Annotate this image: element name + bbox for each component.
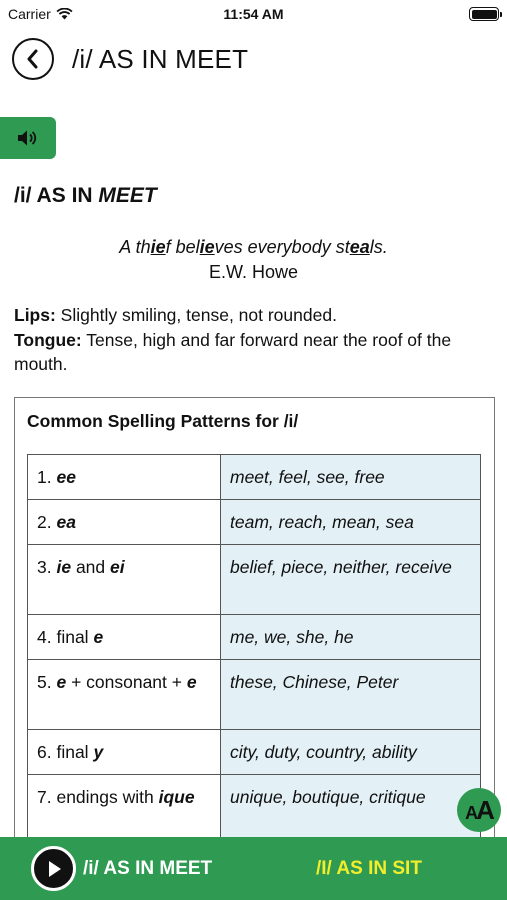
lips-label: Lips:	[14, 305, 56, 325]
font-size-icon-large: A	[476, 794, 493, 825]
page-title: /i/ AS IN MEET	[72, 43, 249, 74]
font-size-icon-small: A	[465, 802, 477, 823]
play-icon	[45, 859, 63, 879]
pattern-text: 5.	[37, 672, 57, 692]
pattern-letters: ique	[158, 787, 195, 807]
table-row	[28, 500, 481, 545]
heading-emphasis: MEET	[98, 184, 157, 207]
tongue-description	[14, 328, 494, 377]
pattern-text: 7. endings with	[37, 787, 159, 807]
pattern-letters: e	[93, 627, 104, 647]
pattern-letters: ie	[56, 557, 72, 577]
status-bar	[0, 0, 507, 28]
spelling-patterns-card	[14, 397, 495, 857]
quote-part: ls.	[369, 237, 388, 257]
examples-cell: city, duty, country, ability	[221, 730, 481, 775]
pattern-cell	[28, 500, 221, 545]
pattern-text: 4. final	[37, 627, 94, 647]
quote-part: f bel	[165, 237, 200, 257]
lips-description	[14, 303, 494, 328]
audio-button[interactable]	[0, 117, 56, 159]
table-row	[28, 615, 481, 660]
pattern-letters: ee	[56, 467, 76, 487]
battery-icon	[469, 7, 499, 21]
quote-text	[0, 235, 507, 260]
table-row	[28, 660, 481, 730]
examples-cell: belief, piece, neither, receive	[221, 545, 481, 615]
pattern-cell	[28, 455, 221, 500]
quote-highlight: ie	[199, 237, 215, 257]
quote-highlight: ie	[150, 237, 166, 257]
speaker-icon	[16, 128, 40, 148]
pattern-letters: ea	[56, 512, 76, 532]
pattern-text: 1.	[37, 467, 57, 487]
pattern-text: 3.	[37, 557, 57, 577]
play-button[interactable]	[31, 846, 76, 891]
section-heading	[14, 184, 157, 208]
pattern-text: 2.	[37, 512, 57, 532]
table-row	[28, 545, 481, 615]
pattern-cell	[28, 545, 221, 615]
font-size-button[interactable]	[457, 788, 501, 832]
pattern-cell	[28, 660, 221, 730]
examples-cell: unique, boutique, critique	[221, 775, 481, 845]
pattern-cell	[28, 775, 221, 845]
heading-prefix: /i/ AS IN	[14, 184, 99, 207]
table-row	[28, 730, 481, 775]
examples-cell: me, we, she, he	[221, 615, 481, 660]
pattern-letters: ei	[110, 557, 125, 577]
current-lesson-label[interactable]: /i/ AS IN MEET	[83, 858, 213, 879]
pattern-text: and	[71, 557, 111, 577]
tongue-label: Tongue:	[14, 329, 82, 350]
footer-player-bar	[0, 837, 507, 900]
pattern-text: + consonant +	[66, 672, 187, 692]
pattern-letters: e	[186, 672, 197, 692]
articulation-description	[14, 303, 494, 377]
table-row	[28, 775, 481, 845]
pattern-cell	[28, 730, 221, 775]
card-title: Common Spelling Patterns for /i/	[27, 411, 299, 431]
table-row	[28, 455, 481, 500]
pattern-letters: y	[93, 742, 104, 762]
carrier-label: Carrier	[8, 6, 51, 22]
back-button[interactable]	[12, 38, 54, 80]
nav-header	[12, 36, 248, 82]
tongue-text: Tense, high and far forward near the roof of the mouth.	[14, 329, 452, 374]
next-lesson-link[interactable]: /I/ AS IN SIT	[316, 858, 422, 879]
status-time: 11:54 AM	[223, 6, 284, 22]
pattern-text: 6. final	[37, 742, 94, 762]
quote-part: A th	[119, 237, 151, 257]
pattern-letters: e	[56, 672, 67, 692]
lips-text: Slightly smiling, tense, not rounded.	[55, 305, 337, 325]
chevron-left-icon	[25, 49, 41, 69]
examples-cell: these, Chinese, Peter	[221, 660, 481, 730]
quote-author: E.W. Howe	[208, 262, 299, 282]
quote-block	[0, 235, 507, 285]
examples-cell: team, reach, mean, sea	[221, 500, 481, 545]
quote-highlight: ea	[349, 237, 370, 257]
pattern-cell	[28, 615, 221, 660]
examples-cell: meet, feel, see, free	[221, 455, 481, 500]
quote-part: ves everybody st	[214, 237, 350, 257]
spelling-patterns-table	[27, 454, 481, 845]
